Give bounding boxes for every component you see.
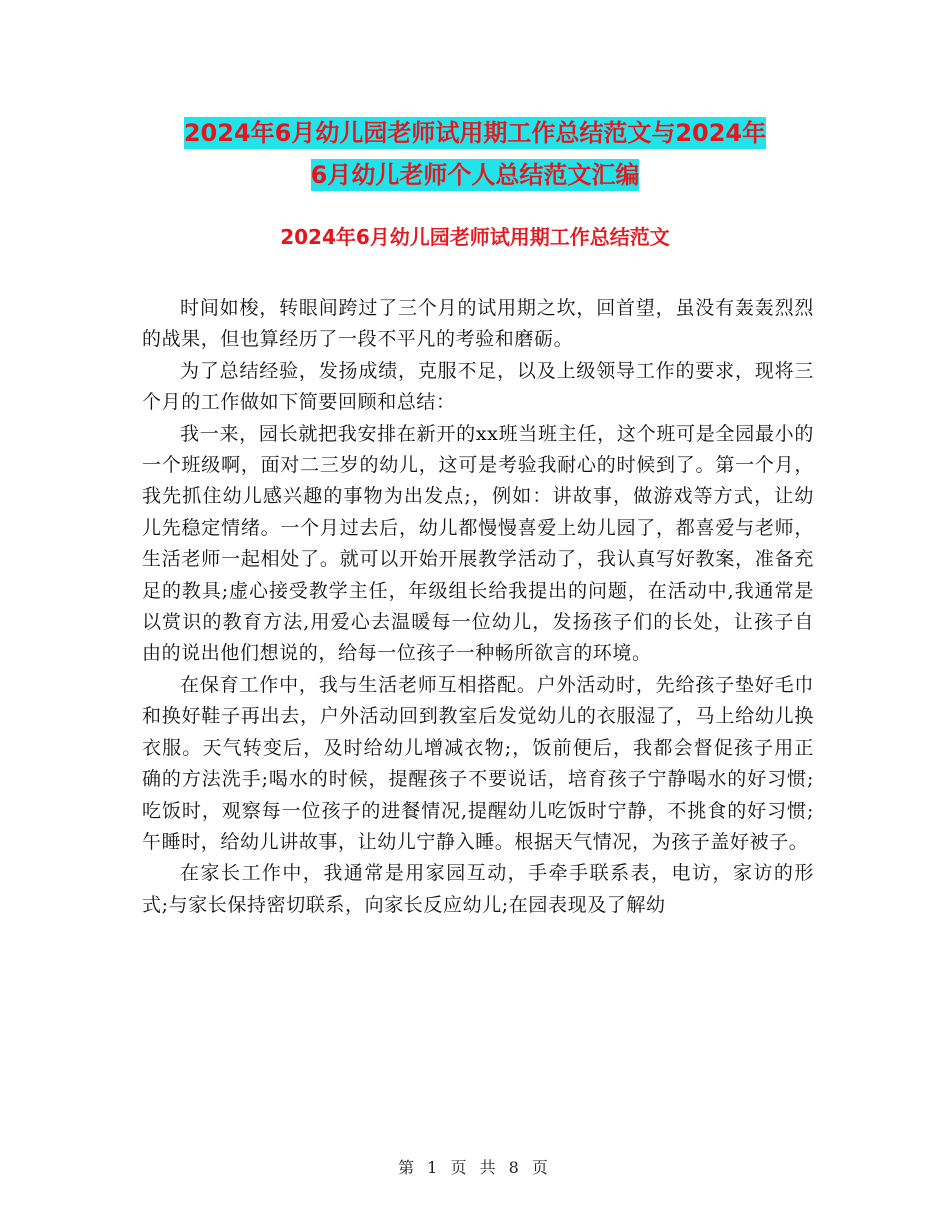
document-title bbox=[140, 112, 810, 196]
title-line-2: 6月幼儿老师个人总结范文汇编 bbox=[310, 161, 640, 189]
title-line-1: 2024年6月幼儿园老师试用期工作总结范文与2024年 bbox=[183, 119, 767, 147]
page-footer: 第 1 页 共 8 页 bbox=[398, 1158, 552, 1177]
paragraph: 我一来，园长就把我安排在新开的xx班当班主任，这个班可是全园最小的一个班级啊，面对二三岁的幼儿，这可是考验我耐心的时候到了。第一个月，我先抓住幼儿感兴趣的事物为出发点;，例如：讲故事，做游戏等方式，让幼儿先稳定情绪。一个月过去后，幼儿都慢慢喜爱上幼儿园了，都喜爱与老师，生活老师一起相处了。就可以开始开展教学活动了，我认真写好教案，准备充足的教具;虚心接受教学主任，年级组长给我提出的问题，在活动中,我通常是以赏识的教育方法,用爱心去温暖每一位幼儿，发扬孩子们的长处，让孩子自由的说出他们想说的，给每一位孩子一种畅所欲言的环境。 bbox=[142, 422, 814, 665]
document-body bbox=[142, 293, 814, 921]
paragraph: 为了总结经验，发扬成绩，克服不足，以及上级领导工作的要求，现将三个月的工作做如下简要回顾和总结： bbox=[142, 359, 814, 414]
paragraph: 在家长工作中，我通常是用家园互动，手牵手联系表，电访，家访的形式;与家长保持密切联系，向家长反应幼儿;在园表现及了解幼 bbox=[142, 862, 814, 916]
section-title: 2024年6月幼儿园老师试用期工作总结范文 bbox=[280, 225, 670, 249]
paragraph: 在保育工作中，我与生活老师互相搭配。户外活动时，先给孩子垫好毛巾和换好鞋子再出去，户外活动回到教室后发觉幼儿的衣服湿了，马上给幼儿换衣服。天气转变后，及时给幼儿增减衣物;，饭前便后，我都会督促孩子用正确的方法洗手;喝水的时候，提醒孩子不要说话，培育孩子宁静喝水的好习惯;吃饭时，观察每一位孩子的进餐情况,提醒幼儿吃饭时宁静，不挑食的好习惯;午睡时，给幼儿讲故事，让幼儿宁静入睡。根据天气情况，为孩子盖好被子。 bbox=[142, 673, 814, 853]
paragraph: 时间如梭，转眼间跨过了三个月的试用期之坎，回首望，虽没有轰轰烈烈的战果，但也算经历了一段不平凡的考验和磨砺。 bbox=[142, 297, 814, 351]
